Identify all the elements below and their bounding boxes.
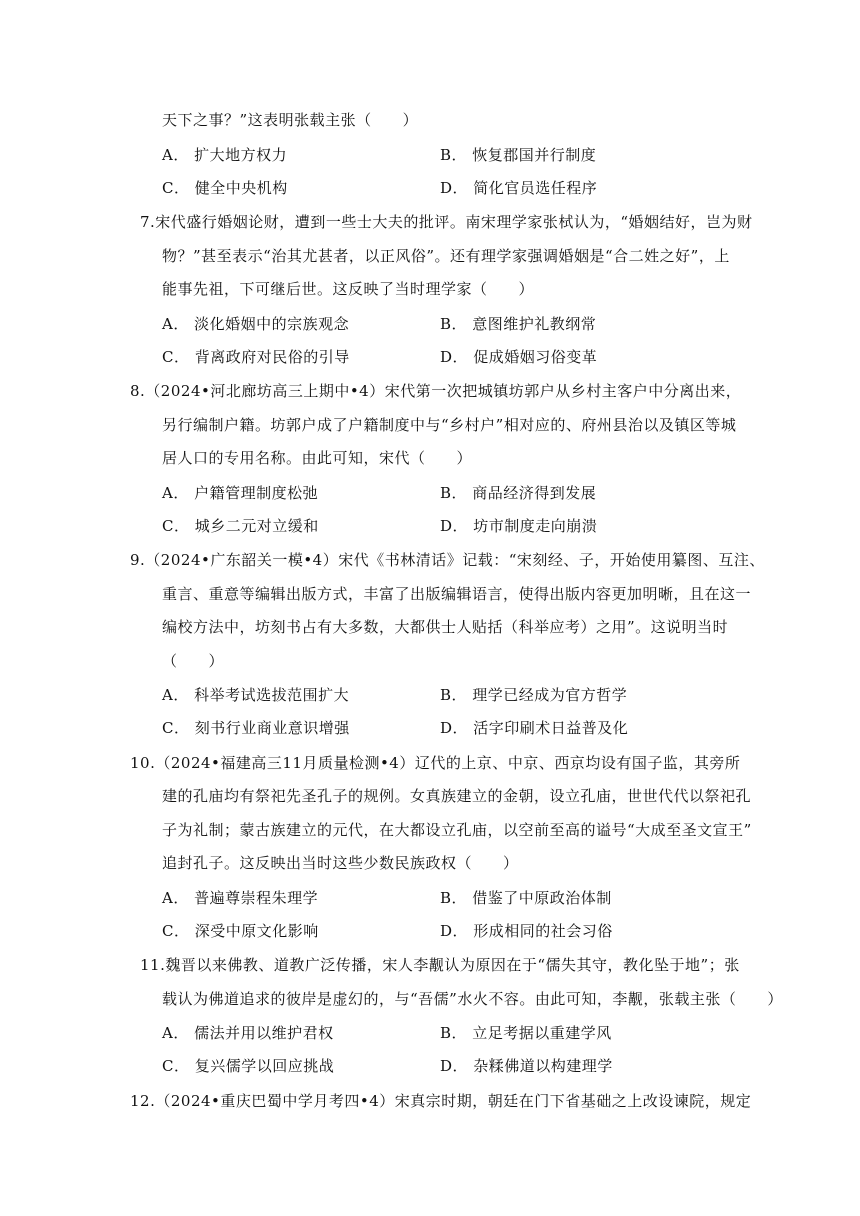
- q11-option-b: B． 立足考据以重建学风: [440, 1024, 612, 1042]
- q9-stem-line-2: 重言、重意等编辑出版方式，丰富了出版编辑语言，使得出版内容更加明晰，且在这一: [162, 585, 752, 603]
- q9-option-a: A． 科举考试选拔范围扩大: [162, 686, 350, 704]
- q10-stem-line-3: 子为礼制；蒙古族建立的元代，在大都设立孔庙，以空前至高的谥号“大成至圣文宣王”: [162, 821, 752, 839]
- q9-option-b: B． 理学已经成为官方哲学: [440, 686, 628, 704]
- q8-stem-line-1: 8.（2024•河北廊坊高三上期中•4）宋代第一次把城镇坊郭户从乡村主客户中分离出来，: [130, 382, 742, 400]
- q7-option-b: B． 意图维护礼教纲常: [440, 315, 597, 333]
- q10-stem-line-4: 追封孔子。这反映出当时这些少数民族政权（ ）: [162, 854, 519, 872]
- q10-option-c: C． 深受中原文化影响: [162, 922, 319, 940]
- q7-option-d: D． 促成婚姻习俗变革: [440, 348, 598, 366]
- q6-option-b: B． 恢复郡国并行制度: [440, 146, 597, 164]
- q8-stem-line-2: 另行编制户籍。坊郭户成了户籍制度中与“乡村户”相对应的、府州县治以及镇区等城: [162, 416, 737, 434]
- q8-option-a: A． 户籍管理制度松弛: [162, 484, 319, 502]
- q9-option-c: C． 刻书行业商业意识增强: [162, 719, 350, 737]
- q8-stem-line-3: 居人口的专用名称。由此可知，宋代（ ）: [162, 449, 473, 467]
- q10-option-a: A． 普遍尊崇程朱理学: [162, 889, 319, 907]
- q10-option-d: D． 形成相同的社会习俗: [440, 922, 613, 940]
- q6-stem-line-1: 天下之事？”这表明张载主张（ ）: [162, 111, 419, 129]
- q9-stem-line-1: 9.（2024•广东韶关一模•4）宋代《书林清话》记载：“宋刻经、子，开始使用纂图、互注、: [130, 551, 765, 569]
- q7-stem-line-2: 物？”甚至表示“治其尤甚者，以正风俗”。还有理学家强调婚姻是“合二姓之好”，上: [162, 247, 730, 265]
- q10-option-b: B． 借鉴了中原政治体制: [440, 889, 612, 907]
- q7-stem-line-3: 能事先祖，下可继后世。这反映了当时理学家（ ）: [162, 280, 535, 298]
- q11-option-a: A． 儒法并用以维护君权: [162, 1024, 334, 1042]
- q7-option-c: C． 背离政府对民俗的引导: [162, 348, 350, 366]
- q9-stem-line-4: （ ）: [162, 652, 225, 670]
- q9-stem-line-3: 编校方法中，坊刻书占有大多数，大都供士人贴括（科举应考）之用”。这说明当时: [162, 618, 729, 636]
- q9-option-d: D． 活字印刷术日益普及化: [440, 719, 629, 737]
- q6-option-c: C． 健全中央机构: [162, 179, 288, 197]
- q10-stem-line-1: 10.（2024•福建高三11月质量检测•4）辽代的上京、中京、西京均设有国子监，其旁所: [130, 754, 741, 772]
- q8-option-b: B． 商品经济得到发展: [440, 484, 597, 502]
- q11-stem-line-2: 载认为佛道追求的彼岸是虚幻的，与“吾儒”水火不容。由此可知，李觏，张载主张（ ）: [162, 990, 783, 1008]
- q8-option-d: D． 坊市制度走向崩溃: [440, 517, 598, 535]
- q12-stem-line-1: 12.（2024•重庆巴蜀中学月考四•4）宋真宗时期，朝廷在门下省基础之上改设谏院，规定: [130, 1092, 752, 1110]
- q7-option-a: A． 淡化婚姻中的宗族观念: [162, 315, 350, 333]
- q8-option-c: C． 城乡二元对立缓和: [162, 517, 319, 535]
- q6-option-d: D． 简化官员选任程序: [440, 179, 598, 197]
- q7-stem-line-1: 7.宋代盛行婚姻论财，遭到一些士大夫的批评。南宋理学家张栻认为，“婚姻结好，岂为财: [140, 213, 753, 231]
- q6-option-a: A． 扩大地方权力: [162, 146, 288, 164]
- q10-stem-line-2: 建的孔庙均有祭祀先圣孔子的规例。女真族建立的金朝，设立孔庙，世世代代以祭祀孔: [162, 787, 752, 805]
- q11-option-c: C． 复兴儒学以回应挑战: [162, 1057, 335, 1075]
- q11-stem-line-1: 11.魏晋以来佛教、道教广泛传播，宋人李觏认为原因在于“儒失其守，教化坠于地”；张: [140, 956, 740, 974]
- q11-option-d: D． 杂糅佛道以构建理学: [440, 1057, 613, 1075]
